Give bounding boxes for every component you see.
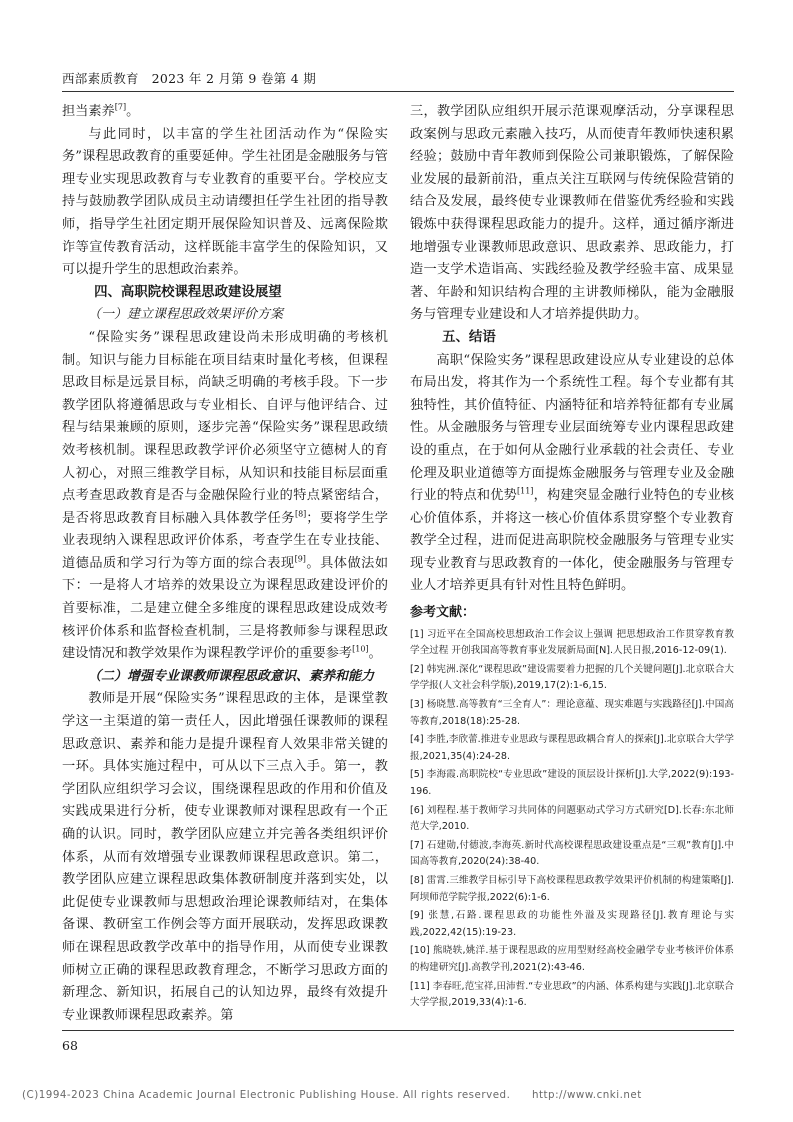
body-paragraph — [62, 101, 388, 124]
citation-marker: [7] — [114, 102, 127, 112]
paragraph-text: 担当素养 — [62, 104, 115, 119]
paragraph-text: “保险实务”课程思政建设尚未形成明确的考核机制。知识与能力目标能在项目结束时量化考核，但课程思政目标是远景目标，尚缺乏明确的考核手段。下一步教学团队将遵循思政与专业相长、自评与他评结合、过程与结果兼顾的原则，逐步完善“保险实务”课程思政绩效考核机制。课程思政教学评价必须坚守立德树人的育人初心，对照三维教学目标，从知识和技能目标层面重点考查思政教育是否与金融保险行业的特点紧密结合，是否将思政教育目标融入具体教学任务 — [62, 329, 388, 526]
reference-item: [9] 张慧,石路.课程思政的功能性外溢及实现路径[J].教育理论与实践,2022,42(15):19-23. — [410, 910, 734, 938]
references-title: 参考文献： — [410, 605, 476, 621]
body-paragraph — [62, 327, 388, 666]
reference-item: [2] 韩宪洲.深化“课程思政”建设需要着力把握的几个关键问题[J].北京联合大学学报(人文社会科学版),2019,17(2):1-6,15. — [410, 663, 734, 692]
footer-rule — [62, 1030, 734, 1031]
citation-marker: [11] — [516, 486, 534, 496]
reference-item: [7] 石建勋,付德波,李海英.新时代高校课程思政建设重点是“三观”教育[J].中国高等教育,2020(24):38-40. — [410, 839, 734, 868]
body-paragraph — [62, 124, 388, 282]
reference-item: [6] 刘程程.基于教师学习共同体的问题驱动式学习方式研究[D].长春:东北师范大学,2010. — [410, 804, 734, 833]
paragraph-text: 。具体做法如下：一是将人才培养的效果设立为课程思政建设评价的首要标准，二是建立健全多维度的课程思政建设成效考核评价体系和监督检查机制，三是将教师参与课程思政建设情况和教学效果作为课程教学评价的重要参考 — [62, 555, 389, 662]
paragraph-text: 五、结语 — [442, 329, 496, 345]
body-paragraph — [410, 350, 734, 599]
citation-marker: [9] — [294, 554, 306, 564]
paragraph-text: 。 — [126, 104, 140, 119]
reference-item: [4] 李胜,李欣蕾.推进专业思政与课程思政耦合育人的探索[J].北京联合大学学报,2021,35(4):24-28. — [410, 734, 734, 762]
paragraph-text: 。 — [368, 646, 382, 662]
section-heading — [62, 282, 388, 305]
paragraph-text: ，构建突显金融行业特色的专业核心价值体系，并将这一核心价值体系贯穿整个专业教育教学全过程，进而促进高职院校金融服务与管理专业实现专业教育与思政教育的一体化，使金融服务与管理专业人才培养更具有针对性且特色鲜明。 — [410, 488, 734, 594]
reference-item: [3] 杨晓慧.高等教育“三全育人”：理论意蕴、现实难题与实践路径[J].中国高等教育,2018(18):25-28. — [410, 699, 734, 727]
body-paragraph — [62, 688, 388, 1027]
paragraph-text: 教师是开展“保险实务”课程思政的主体，是课堂教学这一主渠道的第一责任人，因此增强任课教师的课程思政意识、素养和能力是提升课程育人效果非常关键的一环。具体实施过程中，可从以下三点入手。第一，教学团队应组织学习会议，围绕课程思政的作用和价值及实践成果进行分析，使专业课教师对课程思政有一个正确的认识。同时，教学团队应建立并完善各类组织评价体系，从而有效增强专业课教师课程思政意识。第二，教学团队应建立课程思政集体教研制度并落到实处，以此促使专业课教师与思想政治理论课教师结对，在集体备课、教研室工作例会等方面开展联动，发挥思政课教师在课程思政教学改革中的指导作用，从而使专业课教师树立正确的课程思政教育理念，不断学习思政方面的新理念、新知识，拓展自己的认知边界，最终有效提升专业课教师课程思政素养。第 — [62, 691, 388, 1023]
right-column — [410, 101, 734, 1014]
paragraph-text: （一）建立课程思政效果评价方案 — [88, 307, 284, 323]
paragraph-text: 高职“保险实务”课程思政建设应从专业建设的总体布局出发，将其作为一个系统性工程。每个专业都有其独特性，其价值特征、内涵特征和培养特征都有专业属性。从金融服务与管理专业层面统筹专业内课程思政建设的重点，在于如何从金融行业承载的社会责任、专业伦理及职业道德等方面提炼金融服务与管理专业及金融行业的特点和优势 — [410, 352, 734, 504]
journal-header: 西部素质教育 2023 年 2 月第 9 卷第 4 期 — [62, 71, 317, 86]
paragraph-text: ；要将学生学业表现纳入课程思政评价体系，考查学生在专业技能、道德品质和学习行为等方面的综合表现 — [62, 510, 388, 571]
reference-item: [11] 李春旺,范宝祥,田沛哲.“专业思政”的内涵、体系构建与实践[J].北京联合大学学报,2019,33(4):1-6. — [410, 980, 734, 1009]
paragraph-text: 三，教学团队应组织开展示范课观摩活动，分享课程思政案例与思政元素融入技巧，从而使青年教师快速积累经验；鼓励中青年教师到保险公司兼职锻炼，了解保险业发展的最新前沿，重点关注互联网与传统保险营销的结合及发展，最终使专业课教师在借鉴优秀经验和实践锻炼中获得课程思政能力的提升。这样，通过循序渐进地增强专业课教师思政意识、思政素养、思政能力，打造一支学术造诣高、实践经验及教学经验丰富、成果显著、年龄和知识结构合理的主讲教师梯队，能为金融服务与管理专业建设和人才培养提供助力。 — [410, 104, 734, 323]
references-list — [410, 627, 734, 1012]
page-number: 68 — [62, 1038, 78, 1053]
citation-marker: [10] — [352, 644, 369, 654]
reference-item: [8] 雷霄.三维教学目标引导下高校课程思政教学效果评价机制的构建策略[J].阿坝师范学院学报,2022(6):1-6. — [410, 874, 734, 903]
paragraph-text: 与此同时，以丰富的学生社团活动作为“保险实务”课程思政教育的重要延伸。学生社团是金融服务与管理专业实现思政教育与专业教育的重要平台。学校应支持与鼓励教学团队成员主动请缨担任学生社团的指导教师，指导学生社团定期开展保险知识普及、远离保险欺诈等宣传教育活动，这样既能丰富学生的保险知识，又可以提升学生的思想政治素养。 — [62, 126, 388, 278]
left-column — [62, 101, 388, 1027]
header-rule — [62, 91, 734, 92]
paragraph-text: 四、高职院校课程思政建设展望 — [94, 284, 282, 300]
paragraph-text: （二）增强专业课教师课程思政意识、素养和能力 — [88, 668, 375, 684]
citation-marker: [8] — [294, 509, 307, 519]
body-paragraph — [410, 101, 734, 327]
reference-item: [10] 熊晓轶,姚洋.基于课程思政的应用型财经高校金融学专业考核评价体系的构建研究[J].高教学刊,2021(2):43-46. — [410, 945, 734, 973]
section-heading — [410, 327, 734, 350]
reference-item: [5] 李海霞.高职院校“专业思政”建设的顶层设计探析[J].大学,2022(9):193-196. — [410, 769, 734, 797]
subsection-heading — [62, 666, 388, 689]
subsection-heading — [62, 304, 388, 327]
copyright-footer: (C)1994-2023 China Academic Journal Electronic Publishing House. All rights reserved. http://www.cnki.net — [22, 1089, 642, 1101]
reference-item: [1] 习近平在全国高校思想政治工作会议上强调 把思想政治工作贯穿教育教学全过程 开创我国高等教育事业发展新局面[N].人民日报,2016-12-09(1). — [410, 628, 734, 657]
